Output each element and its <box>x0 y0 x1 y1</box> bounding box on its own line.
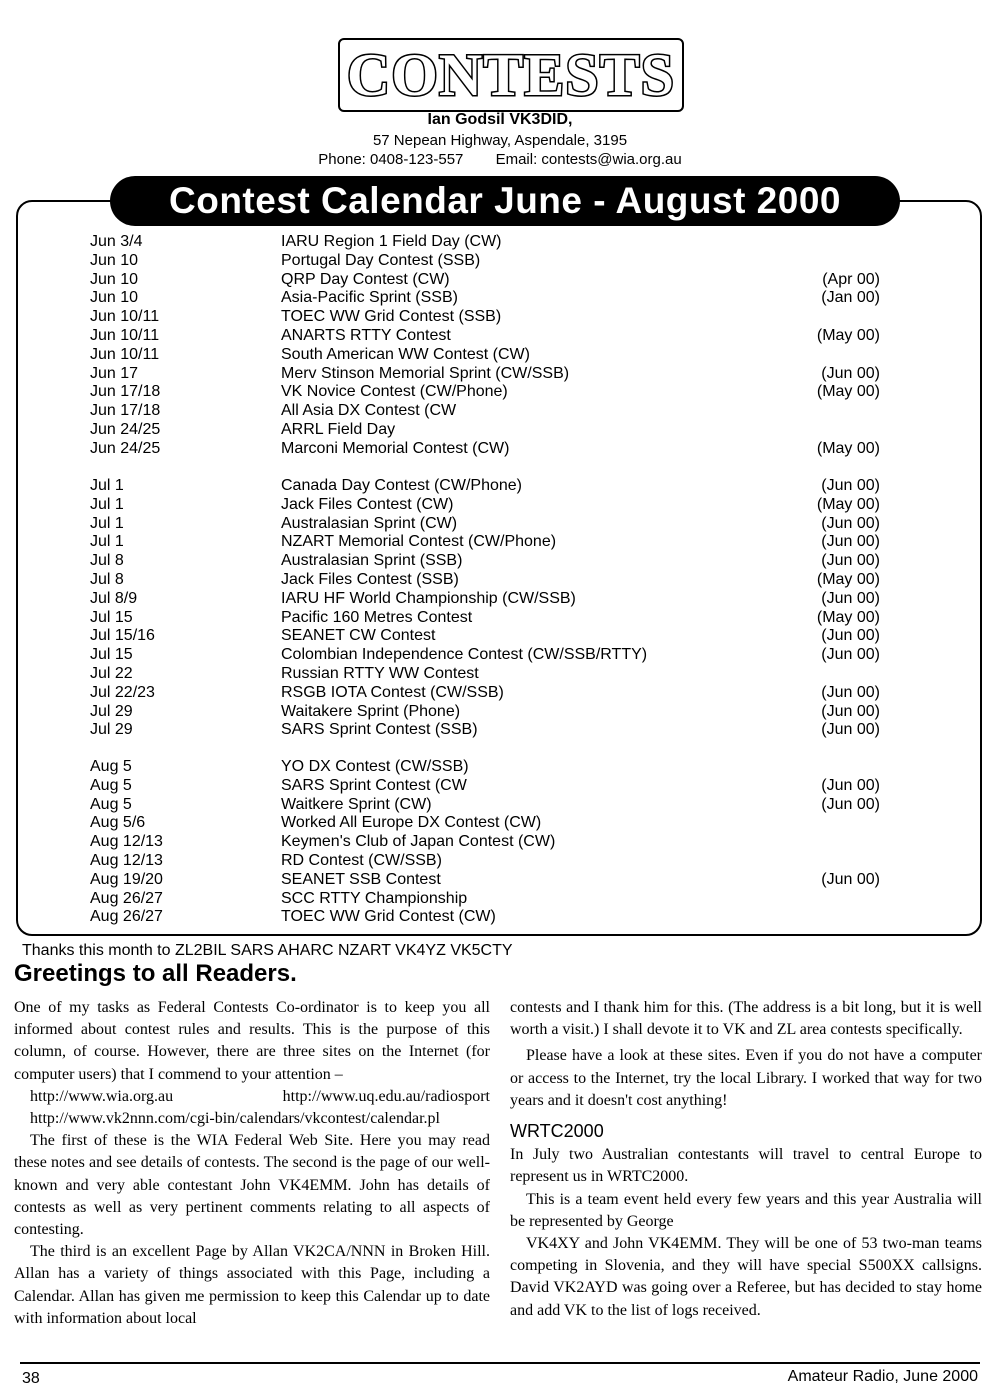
contest-name: Marconi Memorial Contest (CW) <box>281 439 510 457</box>
contest-name: ANARTS RTTY Contest <box>281 327 451 344</box>
contest-name: Portugal Day Contest (SSB) <box>281 251 481 269</box>
calendar-row <box>0 608 1000 627</box>
contest-reference: (Jan 00) <box>821 289 880 307</box>
contest-reference: (Jun 00) <box>821 646 880 664</box>
calendar-row <box>0 683 1000 702</box>
contest-name: Colombian Independence Contest (CW/SSB/RTTY) <box>281 646 648 664</box>
contest-reference: (Jun 00) <box>821 589 880 607</box>
calendar-row <box>0 476 1000 495</box>
contest-reference: (Jun 00) <box>821 721 880 739</box>
contest-date: Jun 10/11 <box>90 308 160 326</box>
contest-date: Aug 26/27 <box>90 889 163 907</box>
contest-name: Keymen's Club of Japan Contest (CW) <box>281 833 556 851</box>
contest-reference: (Jun 00) <box>821 776 880 794</box>
contest-name: RD Contest (CW/SSB) <box>281 852 442 869</box>
contest-name: Australasian Sprint (CW) <box>281 514 458 532</box>
contest-name: SARS Sprint Contest (SSB) <box>281 721 478 739</box>
contest-date: Jul 8/9 <box>90 589 138 607</box>
contest-date: Jul 22 <box>90 665 133 682</box>
calendar-row <box>0 382 1000 401</box>
calendar-row <box>0 757 1000 776</box>
article-left-column <box>14 997 490 1330</box>
contest-name: Asia-Pacific Sprint (SSB) <box>281 289 458 307</box>
contest-date: Jul 15/16 <box>90 627 155 645</box>
contest-name: YO DX Contest (CW/SSB) <box>281 758 469 775</box>
url-line <box>14 1086 490 1108</box>
contest-date: Aug 5 <box>90 795 132 813</box>
contest-date: Jul 15 <box>90 608 133 626</box>
contest-date: Jun 10/11 <box>90 327 160 344</box>
contest-name: IARU Region 1 Field Day (CW) <box>281 233 502 250</box>
contest-name: Waitakere Sprint (Phone) <box>281 702 461 720</box>
contests-logo <box>338 38 684 112</box>
calendar-row <box>0 645 1000 664</box>
article-right-column <box>510 997 982 1322</box>
url-uq[interactable]: http://www.uq.edu.au/radiosport <box>282 1087 490 1105</box>
calendar-row <box>0 813 1000 832</box>
calendar-row <box>0 439 1000 458</box>
calendar-row <box>0 720 1000 739</box>
paragraph: VK4XY and John VK4EMM. They will be one of 53 two-man teams competing in Slovenia, and they will have special S500XX callsigns. David VK2AYD was going over a Referee, but has decided to stay home and add VK to the list of logs received. <box>510 1235 982 1319</box>
subheading: WRTC2000 <box>510 1121 604 1142</box>
author-name <box>0 110 1000 129</box>
calendar-row <box>0 401 1000 420</box>
contest-reference: (Jun 00) <box>821 552 880 570</box>
calendar-row <box>0 870 1000 889</box>
contest-name: Merv Stinson Memorial Sprint (CW/SSB) <box>281 364 570 382</box>
calendar-row <box>0 832 1000 851</box>
contest-name: TOEC WW Grid Contest (CW) <box>281 908 496 926</box>
contest-name: Pacific 160 Metres Contest <box>281 608 473 626</box>
contest-name: Australasian Sprint (SSB) <box>281 552 463 570</box>
contest-reference: (Jun 00) <box>821 364 880 382</box>
paragraph: contests and I thank him for this. (The address is a bit long, but it is well worth a visit.) I shall devote it to VK and ZL area contests specifically. <box>510 999 982 1039</box>
contest-date: Aug 19/20 <box>90 870 163 888</box>
contest-reference: (May 00) <box>816 439 880 457</box>
contest-name: Worked All Europe DX Contest (CW) <box>281 814 542 832</box>
contest-date: Jun 17 <box>90 364 139 382</box>
paragraph: The third is an excellent Page by Allan VK2CA/NNN in Broken Hill. Allan has a variety of things associated with this Page, including a Calendar. Allan has given me permission to keep this Calendar up to date with information about local <box>14 1243 490 1327</box>
contest-name: Jack Files Contest (SSB) <box>281 571 459 588</box>
contest-name: SEANET SSB Contest <box>281 870 441 888</box>
calendar-row <box>0 776 1000 795</box>
issue-info: Amateur Radio, June 2000 <box>787 1368 978 1385</box>
contest-date: Jul 1 <box>90 477 124 494</box>
calendar-row <box>0 664 1000 683</box>
contest-date: Jul 22/23 <box>90 683 155 701</box>
contest-date: Jul 29 <box>90 721 133 739</box>
contest-date: Jul 8 <box>90 552 124 570</box>
footer-rule <box>20 1362 980 1364</box>
contest-name: TOEC WW Grid Contest (SSB) <box>281 308 502 326</box>
contest-date: Aug 5 <box>90 776 132 794</box>
contest-date: Jul 1 <box>90 533 124 551</box>
contest-name: NZART Memorial Contest (CW/Phone) <box>281 533 557 551</box>
contest-reference: (May 00) <box>816 608 880 626</box>
contest-date: Jul 8 <box>90 571 124 588</box>
contest-name: ARRL Field Day <box>281 421 396 438</box>
paragraph: This is a team event held every few years and this year Australia will be represented by George <box>510 1190 982 1230</box>
contest-reference: (Jun 00) <box>821 870 880 888</box>
contest-name: South American WW Contest (CW) <box>281 345 530 363</box>
calendar-row <box>0 495 1000 514</box>
url-wia[interactable]: http://www.wia.org.au <box>30 1087 174 1105</box>
contest-name: All Asia DX Contest (CW <box>281 402 457 420</box>
calendar-row <box>0 795 1000 814</box>
author-email: Email: contests@wia.org.au <box>495 151 682 168</box>
contest-date: Jun 10 <box>90 289 139 307</box>
contest-date: Aug 26/27 <box>90 908 163 926</box>
contest-date: Jul 1 <box>90 514 124 532</box>
calendar-row <box>0 345 1000 364</box>
contest-name: Canada Day Contest (CW/Phone) <box>281 477 522 494</box>
calendar-row <box>0 288 1000 307</box>
contest-date: Jun 24/25 <box>90 439 161 457</box>
paragraph: One of my tasks as Federal Contests Co-ordinator is to keep you all informed about contest rules and results. This is the purpose of this column, of course. However, there are three sites on the Internet (for computer users) that I commend to your attention – <box>14 999 490 1083</box>
contest-reference: (Jun 00) <box>821 533 880 551</box>
contest-name: QRP Day Contest (CW) <box>281 270 450 288</box>
author-address: 57 Nepean Highway, Aspendale, 3195 <box>372 132 628 149</box>
paragraph: Please have a look at these sites. Even if you do not have a computer or access to the Internet, try the local Library. I worked that way for two years and it doesn't cost anything! <box>510 1047 982 1109</box>
logo-text: CONTESTS <box>346 42 676 108</box>
contest-date: Jul 1 <box>90 495 124 513</box>
calendar-row <box>0 364 1000 383</box>
calendar-row <box>0 532 1000 551</box>
contest-name: SARS Sprint Contest (CW <box>281 776 467 794</box>
contest-date: Jun 17/18 <box>90 383 161 401</box>
contest-name: RSGB IOTA Contest (CW/SSB) <box>281 683 504 701</box>
contest-reference: (Jun 00) <box>821 683 880 701</box>
paragraph: The first of these is the WIA Federal Web Site. Here you may read these notes and see details of contests. The second is the page of our well-known and very able contestant John VK4EMM. John has details of contests as well as very pertinent comments relating to all aspects of contesting. <box>14 1132 490 1239</box>
calendar-row <box>0 551 1000 570</box>
contest-name: IARU HF World Championship (CW/SSB) <box>281 589 576 607</box>
url-vk2nnn[interactable]: http://www.vk2nnn.com/cgi-bin/calendars/vkcontest/calendar.pl <box>30 1110 440 1128</box>
contest-name: VK Novice Contest (CW/Phone) <box>281 383 508 401</box>
contest-date: Jun 10/11 <box>90 345 160 363</box>
author: Ian Godsil VK3DID, <box>427 111 573 128</box>
contest-reference: (May 00) <box>816 571 880 588</box>
calendar-row <box>0 851 1000 870</box>
calendar-row <box>0 702 1000 721</box>
contest-date: Jun 24/25 <box>90 421 161 438</box>
contest-reference: (Jun 00) <box>821 702 880 720</box>
calendar-row <box>0 420 1000 439</box>
contest-date: Aug 5/6 <box>90 814 146 832</box>
contest-name: SEANET CW Contest <box>281 627 436 645</box>
article-heading: Greetings to all Readers. <box>14 960 297 987</box>
contest-reference: (Apr 00) <box>822 270 880 288</box>
contest-name: SCC RTTY Championship <box>281 889 468 907</box>
contest-date: Aug 12/13 <box>90 852 163 869</box>
calendar-row <box>0 326 1000 345</box>
contest-reference: (Jun 00) <box>821 627 880 645</box>
contest-date: Jun 10 <box>90 270 139 288</box>
contest-reference: (Jun 00) <box>821 477 880 494</box>
calendar-row <box>0 589 1000 608</box>
calendar-row <box>0 907 1000 926</box>
page-number: 38 <box>22 1370 40 1387</box>
contest-reference: (May 00) <box>816 383 880 401</box>
contest-date: Jul 29 <box>90 702 133 720</box>
contest-reference: (Jun 00) <box>821 514 880 532</box>
contest-reference: (Jun 00) <box>821 795 880 813</box>
contest-reference: (May 00) <box>816 327 880 344</box>
calendar-title: Contest Calendar June - August 2000 <box>110 176 900 226</box>
contest-name: Russian RTTY WW Contest <box>281 665 479 682</box>
thanks-line: Thanks this month to ZL2BIL SARS AHARC NZART VK4YZ VK5CTY <box>22 942 513 959</box>
contest-date: Jul 15 <box>90 646 133 664</box>
calendar-row <box>0 307 1000 326</box>
calendar-row <box>0 889 1000 908</box>
calendar-row <box>0 514 1000 533</box>
calendar-row <box>0 232 1000 251</box>
contest-date: Jun 10 <box>90 251 139 269</box>
contest-name: Waitkere Sprint (CW) <box>281 795 432 813</box>
calendar-row <box>0 570 1000 589</box>
contest-date: Aug 5 <box>90 758 132 775</box>
contest-date: Jun 17/18 <box>90 402 161 420</box>
calendar-row <box>0 626 1000 645</box>
contest-date: Aug 12/13 <box>90 833 163 851</box>
calendar-row <box>0 251 1000 270</box>
contest-date: Jun 3/4 <box>90 233 143 250</box>
contest-reference: (May 00) <box>816 495 880 513</box>
contest-name: Jack Files Contest (CW) <box>281 495 454 513</box>
author-phone: Phone: 0408-123-557 <box>318 151 464 168</box>
paragraph: In July two Australian contestants will travel to central Europe to represent us in WRTC2000. <box>510 1146 982 1186</box>
calendar-row <box>0 270 1000 289</box>
author-contact <box>0 150 1000 169</box>
